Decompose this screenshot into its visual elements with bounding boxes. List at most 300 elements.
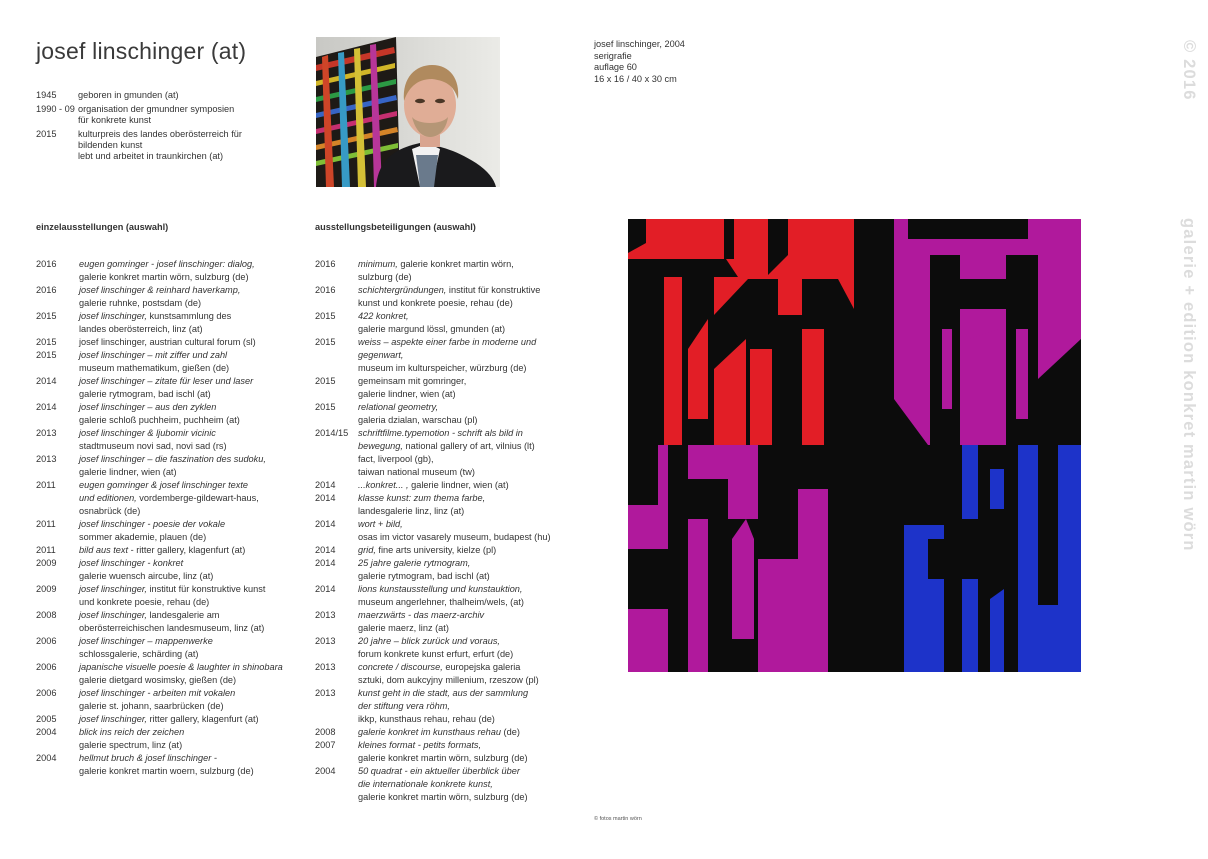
exhibition-venue: - ritter gallery, klagenfurt (at)	[128, 545, 246, 555]
exhibition-entry	[315, 583, 565, 609]
exhibition-title: wort + bild,	[358, 519, 403, 529]
exhibition-text	[79, 479, 296, 518]
exhibition-line	[79, 401, 296, 414]
bio-line: kulturpreis des landes oberösterreich für	[78, 129, 242, 139]
exhibition-title: 20 jahre – blick zurück und voraus,	[358, 636, 500, 646]
exhibition-title: josef linschinger,	[79, 311, 147, 321]
exhibition-year: 2004	[36, 727, 57, 737]
exhibition-title: kleines format - petits formats,	[358, 740, 482, 750]
exhibition-line	[79, 297, 296, 310]
exhibition-line	[79, 414, 296, 427]
exhibition-line	[79, 622, 296, 635]
exhibition-title: josef linschinger,	[79, 584, 147, 594]
exhibition-venue: galerie rytmogram, bad ischl (at)	[358, 571, 490, 581]
exhibition-line	[358, 700, 565, 713]
exhibition-year: 2011	[36, 519, 56, 529]
exhibition-text	[358, 479, 565, 492]
exhibition-line	[358, 375, 565, 388]
exhibition-text	[358, 583, 565, 609]
exhibition-title: bild aus text	[79, 545, 129, 555]
exhibition-entry	[36, 557, 296, 583]
exhibition-entry	[315, 544, 565, 557]
exhibition-text	[79, 284, 296, 310]
exhibition-text	[79, 310, 296, 336]
exhibition-title: 50 quadrat - ein aktueller überblick über	[358, 766, 520, 776]
exhibition-year: 2011	[36, 480, 56, 490]
exhibition-line	[358, 713, 565, 726]
exhibition-title: josef linschinger,	[79, 714, 147, 724]
vertical-branding	[1180, 40, 1200, 600]
exhibition-line	[79, 596, 296, 609]
exhibition-line	[358, 557, 565, 570]
exhibition-line	[358, 765, 565, 778]
exhibition-year: 2013	[315, 688, 336, 698]
exhibition-line	[358, 258, 565, 271]
exhibition-year: 2016	[315, 259, 336, 269]
exhibition-year: 2013	[315, 610, 336, 620]
exhibition-text	[79, 349, 296, 375]
exhibition-line	[79, 765, 296, 778]
exhibition-text	[79, 661, 296, 687]
exhibition-year: 2016	[315, 285, 336, 295]
artwork-info	[594, 39, 685, 85]
photo-credit: © fotos martin wörn	[594, 816, 642, 822]
exhibition-line	[358, 778, 565, 791]
exhibition-line	[358, 297, 565, 310]
exhibition-line	[358, 323, 565, 336]
exhibition-title: und editionen,	[79, 493, 137, 503]
exhibition-year: 2005	[36, 714, 57, 724]
exhibition-year: 2004	[36, 753, 57, 763]
exhibition-line	[79, 752, 296, 765]
exhibition-title: die internationale konkrete kunst,	[358, 779, 493, 789]
artwork-info-line: josef linschinger, 2004	[594, 39, 685, 49]
exhibition-line	[358, 310, 565, 323]
exhibition-venue: galerie konkret martin wörn, sulzburg (de)	[358, 753, 528, 763]
exhibition-venue: (de)	[501, 727, 520, 737]
exhibition-title: kunst geht in die stadt, aus der sammlung	[358, 688, 529, 698]
exhibition-title: weiss – aspekte einer farbe in moderne und	[358, 337, 537, 347]
exhibition-venue: museum angerlehner, thalheim/wels, (at)	[358, 597, 524, 607]
exhibition-venue: galeria dzialan, warschau (pl)	[358, 415, 478, 425]
bio-line: geboren in gmunden (at)	[78, 90, 179, 100]
exhibition-entry	[36, 310, 296, 336]
artwork-info-line: serigrafie	[594, 50, 632, 61]
exhibition-line	[79, 583, 296, 596]
exhibition-entry	[36, 583, 296, 609]
exhibition-line	[79, 518, 296, 531]
exhibition-entry	[36, 375, 296, 401]
exhibition-venue: galerie konkret martin woern, sulzburg (de)	[79, 766, 254, 776]
exhibition-line	[79, 323, 296, 336]
exhibition-title: concrete / discourse,	[358, 662, 443, 672]
exhibition-year: 2013	[315, 662, 336, 672]
exhibition-title: josef linschinger – mit ziffer und zahl	[79, 350, 228, 360]
exhibition-line	[358, 427, 565, 440]
exhibition-entry	[36, 401, 296, 427]
exhibition-year: 2014	[315, 545, 336, 555]
exhibition-title: josef linschinger,	[79, 610, 147, 620]
bio-text	[78, 104, 296, 126]
exhibition-line	[358, 791, 565, 804]
exhibition-venue: europejska galeria	[442, 662, 521, 672]
exhibition-venue: kunstsammlung des	[146, 311, 232, 321]
exhibition-venue: und konkrete poesie, rehau (de)	[79, 597, 210, 607]
exhibition-year: 2008	[315, 727, 336, 737]
exhibition-line	[79, 700, 296, 713]
exhibition-line	[79, 427, 296, 440]
exhibition-entry	[36, 479, 296, 518]
exhibition-title: lions kunstausstellung und kunstauktion,	[358, 584, 523, 594]
exhibition-title: josef linschinger – aus den zyklen	[79, 402, 217, 412]
page-title: josef linschinger (at)	[36, 38, 247, 64]
portrait-photo-icon	[316, 37, 500, 187]
exhibition-venue: kunst und konkrete poesie, rehau (de)	[358, 298, 513, 308]
exhibition-text	[358, 401, 565, 427]
exhibition-venue: galerie maerz, linz (at)	[358, 623, 449, 633]
artwork-info-line: 16 x 16 / 40 x 30 cm	[594, 73, 677, 84]
bio-line: organisation der gmundner symposien	[78, 104, 235, 114]
exhibition-text	[358, 310, 565, 336]
exhibition-entry	[36, 609, 296, 635]
exhibition-entry	[36, 661, 296, 687]
exhibition-title: relational geometry,	[358, 402, 439, 412]
bio-entry	[36, 90, 296, 101]
exhibition-text	[358, 518, 565, 544]
exhibition-title: schichtergründungen,	[358, 285, 447, 295]
exhibition-year: 2006	[36, 688, 57, 698]
exhibition-line	[358, 479, 565, 492]
exhibition-entry	[315, 492, 565, 518]
exhibition-entry	[315, 739, 565, 765]
exhibition-text	[79, 583, 296, 609]
exhibition-year: 2015	[315, 376, 336, 386]
exhibition-entry	[315, 557, 565, 583]
exhibition-year: 2004	[315, 766, 336, 776]
exhibition-line	[79, 362, 296, 375]
exhibition-venue: ritter gallery, klagenfurt (at)	[146, 714, 259, 724]
exhibition-text	[358, 336, 565, 375]
bio-line: bildenden kunst	[78, 140, 143, 150]
exhibition-text	[79, 609, 296, 635]
exhibition-entry	[36, 284, 296, 310]
exhibition-entry	[315, 635, 565, 661]
exhibition-line	[358, 609, 565, 622]
exhibition-text	[358, 258, 565, 284]
exhibition-title: josef linschinger – zitate für leser und laser	[79, 376, 254, 386]
exhibition-entry	[36, 726, 296, 752]
exhibition-title: 25 jahre galerie rytmogram,	[358, 558, 471, 568]
exhibition-text	[79, 726, 296, 752]
exhibition-title: minimum,	[358, 259, 398, 269]
exhibition-venue: schlossgalerie, schärding (at)	[79, 649, 199, 659]
exhibition-line	[358, 505, 565, 518]
exhibition-title: josef linschinger – die faszination des sudoku,	[79, 454, 266, 464]
exhibition-text	[79, 258, 296, 284]
exhibition-line	[79, 271, 296, 284]
exhibition-line	[358, 388, 565, 401]
exhibition-line	[358, 635, 565, 648]
exhibition-line	[358, 674, 565, 687]
exhibition-venue: vordemberge-gildewart-haus,	[136, 493, 259, 503]
exhibition-text	[79, 453, 296, 479]
exhibition-venue: galerie konkret martin wörn, sulzburg (de)	[358, 792, 528, 802]
exhibition-year: 2014	[36, 376, 57, 386]
exhibition-venue: galerie dietgard wosimsky, gießen (de)	[79, 675, 237, 685]
exhibition-line	[79, 739, 296, 752]
exhibition-year: 2015	[36, 337, 57, 347]
exhibition-line	[358, 518, 565, 531]
exhibition-line	[79, 609, 296, 622]
exhibition-line	[79, 336, 296, 349]
exhibition-line	[79, 713, 296, 726]
exhibition-line	[358, 336, 565, 349]
exhibition-title: josef linschinger & reinhard haverkamp,	[79, 285, 241, 295]
exhibition-entry	[36, 427, 296, 453]
exhibition-year: 2009	[36, 584, 57, 594]
exhibition-venue: galerie margund lössl, gmunden (at)	[358, 324, 506, 334]
exhibition-line	[79, 349, 296, 362]
exhibition-venue: osnabrück (de)	[79, 506, 141, 516]
exhibition-entry	[315, 687, 565, 726]
exhibition-title: maerzwärts - das maerz-archiv	[358, 610, 485, 620]
exhibition-entry	[315, 284, 565, 310]
exhibition-year: 2007	[315, 740, 336, 750]
exhibition-title: eugen gomringer - josef linschinger: dialog,	[79, 259, 255, 269]
exhibition-line	[358, 570, 565, 583]
exhibition-text	[79, 375, 296, 401]
exhibition-line	[358, 492, 565, 505]
exhibition-year: 2016	[36, 259, 57, 269]
exhibition-text	[358, 375, 565, 401]
exhibition-entry	[315, 258, 565, 284]
exhibition-line	[79, 531, 296, 544]
exhibition-year: 2015	[36, 311, 57, 321]
exhibition-text	[358, 544, 565, 557]
exhibition-year: 2006	[36, 636, 57, 646]
exhibition-text	[358, 739, 565, 765]
exhibition-line	[79, 492, 296, 505]
exhibition-line	[79, 726, 296, 739]
exhibition-venue: galerie konkret martin wörn,	[397, 259, 514, 269]
vertical-gallery-name: galerie + edition konkret martin wörn	[1180, 218, 1198, 552]
exhibition-venue: museum im kulturspeicher, würzburg (de)	[358, 363, 527, 373]
exhibition-title: grid,	[358, 545, 376, 555]
exhibition-line	[79, 258, 296, 271]
exhibition-line	[358, 531, 565, 544]
exhibition-entry	[315, 661, 565, 687]
exhibition-line	[79, 505, 296, 518]
exhibition-title: japanische visuelle poesie & laughter in shinobara	[79, 662, 283, 672]
exhibition-line	[79, 544, 296, 557]
exhibition-venue: sommer akademie, plauen (de)	[79, 532, 207, 542]
exhibition-text	[358, 557, 565, 583]
exhibition-text	[358, 661, 565, 687]
exhibition-venue: national gallery of art, vilnius (lt)	[402, 441, 535, 451]
exhibition-year: 2016	[36, 285, 57, 295]
bio-entry	[36, 104, 296, 126]
exhibition-year: 2014	[315, 493, 336, 503]
exhibition-text	[79, 752, 296, 778]
exhibition-title: josef linschinger – mappenwerke	[79, 636, 213, 646]
bio-line: für konkrete kunst	[78, 115, 152, 125]
exhibition-venue: galerie ruhnke, postsdam (de)	[79, 298, 202, 308]
exhibition-text	[79, 336, 296, 349]
exhibition-year: 2013	[315, 636, 336, 646]
exhibition-venue: galerie schloß puchheim, puchheim (at)	[79, 415, 240, 425]
exhibition-title: gegenwart,	[358, 350, 404, 360]
exhibition-title: bewegung,	[358, 441, 403, 451]
exhibition-year: 2013	[36, 428, 57, 438]
exhibition-text	[358, 492, 565, 518]
exhibition-text	[358, 284, 565, 310]
exhibition-title: josef linschinger - arbeiten mit vokalen	[79, 688, 236, 698]
exhibition-line	[79, 635, 296, 648]
exhibition-text	[79, 518, 296, 544]
exhibition-title: schriftfilme.typemotion - schrift als bild in	[358, 428, 523, 438]
exhibition-entry	[315, 336, 565, 375]
exhibition-line	[358, 661, 565, 674]
exhibition-year: 2015	[315, 337, 336, 347]
exhibition-entry	[36, 635, 296, 661]
exhibition-year: 2014	[315, 558, 336, 568]
artist-portrait	[316, 37, 500, 187]
exhibition-venue: landesgalerie linz, linz (at)	[358, 506, 465, 516]
exhibition-text	[358, 635, 565, 661]
exhibition-year: 2015	[315, 311, 336, 321]
exhibition-venue: taiwan national museum (tw)	[358, 467, 475, 477]
exhibition-line	[358, 596, 565, 609]
exhibition-venue: galerie st. johann, saarbrücken (de)	[79, 701, 224, 711]
exhibition-venue: stadtmuseum novi sad, novi sad (rs)	[79, 441, 227, 451]
exhibition-venue: ikkp, kunsthaus rehau, rehau (de)	[358, 714, 495, 724]
exhibition-line	[358, 752, 565, 765]
solo-exhibitions-heading: einzelausstellungen (auswahl)	[36, 222, 169, 232]
exhibition-year: 2009	[36, 558, 57, 568]
exhibition-year: 2011	[36, 545, 56, 555]
exhibition-line	[358, 466, 565, 479]
exhibition-venue: josef linschinger, austrian cultural forum (sl)	[79, 337, 256, 347]
exhibition-entry	[36, 518, 296, 544]
exhibition-line	[79, 687, 296, 700]
exhibition-line	[358, 622, 565, 635]
exhibition-venue: sztuki, dom aukcyjny millenium, rzeszow (pl)	[358, 675, 539, 685]
exhibition-year: 2015	[315, 402, 336, 412]
exhibition-line	[358, 453, 565, 466]
exhibition-line	[358, 648, 565, 661]
exhibition-year: 2014	[36, 402, 57, 412]
exhibition-year: 2014/15	[315, 428, 349, 438]
exhibition-year: 2014	[315, 480, 336, 490]
artwork-image	[628, 219, 1081, 672]
exhibition-title: josef linschinger - konkret	[79, 558, 184, 568]
exhibition-venue: fine arts university, kielze (pl)	[375, 545, 497, 555]
exhibition-line	[79, 284, 296, 297]
exhibition-text	[79, 713, 296, 726]
exhibition-entry	[36, 453, 296, 479]
exhibition-entry	[36, 544, 296, 557]
exhibition-title: ...konkret... ,	[358, 480, 409, 490]
group-exhibitions-list	[315, 258, 565, 804]
exhibition-text	[358, 609, 565, 635]
exhibition-venue: osas im victor vasarely museum, budapest (hu)	[358, 532, 551, 542]
exhibition-title: josef linschinger & ljubomir vicinic	[79, 428, 216, 438]
exhibition-title: klasse kunst: zum thema farbe,	[358, 493, 486, 503]
exhibition-line	[79, 453, 296, 466]
exhibition-line	[358, 401, 565, 414]
bio-year: 2015	[36, 129, 57, 139]
exhibition-line	[358, 583, 565, 596]
exhibition-entry	[36, 752, 296, 778]
exhibition-line	[358, 726, 565, 739]
exhibition-title: galerie konkret im kunsthaus rehau	[358, 727, 501, 737]
exhibition-entry	[315, 310, 565, 336]
exhibition-venue: galerie rytmogram, bad ischl (at)	[79, 389, 211, 399]
exhibition-text	[358, 765, 565, 804]
exhibition-title: 422 konkret,	[358, 311, 409, 321]
exhibition-venue: galerie spectrum, linz (at)	[79, 740, 183, 750]
exhibition-text	[358, 427, 565, 479]
exhibition-venue: forum konkrete kunst erfurt, erfurt (de)	[358, 649, 514, 659]
exhibition-year: 2006	[36, 662, 57, 672]
exhibition-venue: museum mathematikum, gießen (de)	[79, 363, 230, 373]
exhibition-text	[358, 687, 565, 726]
exhibition-venue: galerie wuensch aircube, linz (at)	[79, 571, 214, 581]
exhibition-year: 2014	[315, 519, 336, 529]
exhibition-text	[79, 544, 296, 557]
exhibition-line	[79, 557, 296, 570]
exhibition-line	[358, 544, 565, 557]
exhibition-line	[358, 284, 565, 297]
exhibition-year: 2014	[315, 584, 336, 594]
exhibition-entry	[36, 713, 296, 726]
group-exhibitions-heading: ausstellungsbeteiligungen (auswahl)	[315, 222, 476, 232]
exhibition-entry	[315, 401, 565, 427]
exhibition-line	[79, 674, 296, 687]
exhibition-line	[79, 479, 296, 492]
exhibition-title: blick ins reich der zeichen	[79, 727, 185, 737]
exhibition-text	[79, 687, 296, 713]
exhibition-year: 2013	[36, 454, 57, 464]
exhibition-year: 2008	[36, 610, 57, 620]
exhibition-entry	[315, 375, 565, 401]
exhibition-venue: oberösterreichischen landesmuseum, linz (at)	[79, 623, 265, 633]
exhibition-venue: galerie lindner, wien (at)	[408, 480, 509, 490]
exhibition-line	[79, 388, 296, 401]
exhibition-line	[358, 440, 565, 453]
exhibition-entry	[315, 609, 565, 635]
exhibition-text	[79, 401, 296, 427]
biography	[36, 90, 296, 165]
exhibition-entry	[36, 336, 296, 349]
exhibition-venue: landes oberösterreich, linz (at)	[79, 324, 203, 334]
exhibition-text	[79, 635, 296, 661]
exhibition-line	[79, 570, 296, 583]
exhibition-line	[358, 739, 565, 752]
bio-text	[78, 90, 296, 101]
exhibition-title: eugen gomringer & josef linschinger texte	[79, 480, 249, 490]
exhibition-line	[358, 687, 565, 700]
exhibition-venue: sulzburg (de)	[358, 272, 412, 282]
exhibition-text	[358, 726, 565, 739]
bio-line: lebt und arbeitet in traunkirchen (at)	[78, 151, 224, 161]
solo-exhibitions-list	[36, 258, 296, 778]
exhibition-venue: galerie lindner, wien (at)	[358, 389, 456, 399]
exhibition-text	[79, 557, 296, 583]
exhibition-line	[358, 271, 565, 284]
exhibition-line	[358, 414, 565, 427]
exhibition-entry	[315, 765, 565, 804]
